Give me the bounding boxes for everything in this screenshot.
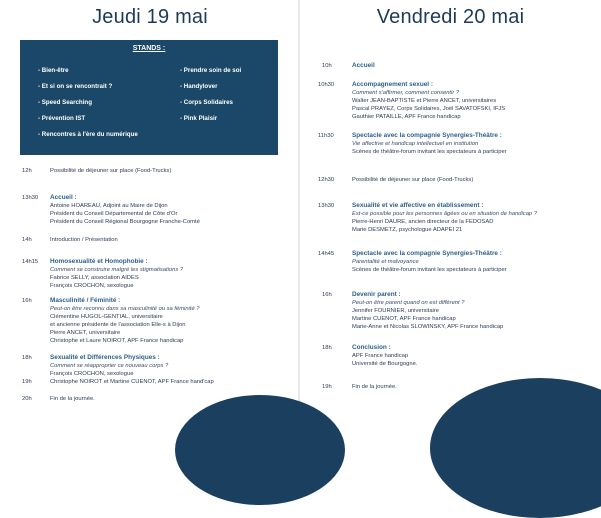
decorative-wave [430, 378, 601, 518]
stand-item: - Rencontres à l'ère du numérique [38, 131, 138, 138]
session-title: Spectacle avec la compagnie Synergies-Théâtre : [352, 250, 502, 257]
schedule-time: 13h30 [318, 203, 335, 209]
schedule-time: 18h [322, 345, 332, 351]
day-title: Vendredi 20 mai [376, 6, 525, 28]
stand-item: - Speed Searching [38, 99, 92, 106]
schedule-line: Gauthier PATAILLE, APF France handicap [352, 114, 461, 120]
schedule-line: Scènes de théâtre-forum invitant les spectateurs à participer [352, 149, 507, 155]
stand-item: - Pink Plaisir [180, 115, 218, 122]
schedule-line: Président du Conseil Départemental de Côte d'Or [50, 211, 178, 217]
session-title: Masculinité / Féminité : [50, 297, 121, 304]
schedule-line: Fin de la journée. [352, 384, 397, 390]
schedule-time: 12h [22, 168, 32, 174]
day-column-friday [300, 0, 601, 427]
schedule-line: Pierre-Henri DAURE, ancien directeur de la FEDOSAD [352, 219, 494, 225]
schedule-time: 19h [22, 379, 32, 385]
schedule-time: 16h [22, 298, 32, 304]
session-subtitle: Comment se réapproprier ce nouveau corps ? [50, 363, 169, 369]
session-subtitle: Vie affective et handicap intellectuel en institution [352, 141, 479, 147]
schedule-time: 14h45 [318, 251, 335, 257]
session-title: Sexualité et Différences Physiques : [50, 354, 160, 361]
schedule-line: Président du Conseil Régional Bourgogne Franche-Comté [50, 219, 200, 225]
schedule-line: Fabrice SELLY, association AIDES [50, 275, 139, 281]
schedule-time: 12h30 [318, 177, 335, 183]
schedule-line: Université de Bourgogne. [352, 361, 418, 367]
session-title: Accueil : [50, 194, 77, 201]
schedule-time: 14h15 [22, 259, 39, 265]
stand-item: - Et si on se rencontrait ? [38, 83, 113, 90]
schedule-line: François CROCHON, sexologue [50, 371, 134, 377]
session-title: Spectacle avec la compagnie Synergies-Théâtre : [352, 132, 502, 139]
schedule-time: 10h30 [318, 82, 335, 88]
stand-item: - Handylover [180, 83, 218, 90]
day-column-thursday [0, 0, 300, 427]
session-subtitle: Peut-on être reconnu dans sa masculinité ou sa féminité ? [50, 306, 200, 312]
session-title: Devenir parent : [352, 291, 401, 298]
schedule-line: Possibilité de déjeuner sur place (Food-Trucks) [50, 168, 172, 174]
schedule-line: Clémentine HUGOL-GENTIAL, universitaire [50, 314, 163, 320]
day-title: Jeudi 19 mai [92, 6, 208, 28]
session-title: Accompagnement sexuel : [352, 81, 433, 88]
schedule-line: Christophe NOIROT et Martine CUENOT, APF France hand'cap [50, 379, 214, 385]
schedule-line: Possibilité de déjeuner sur place (Food-Trucks) [352, 177, 474, 183]
stand-item: - Bien-être [38, 67, 69, 74]
schedule-line: APF France handicap [352, 353, 409, 359]
schedule-line: Marie DESMETZ, psychologue ADAPEI 21 [352, 227, 463, 233]
schedule-line: François CROCHON, sexologue [50, 283, 134, 289]
schedule-line: Marie-Anne et Nicolas SLOWINSKY, APF France handicap [352, 324, 504, 330]
schedule-time: 13h30 [22, 195, 39, 201]
session-subtitle: Est-ce possible pour les personnes âgées ou en situation de handicap ? [352, 211, 537, 217]
stand-item: - Corps Solidaires [180, 99, 233, 106]
schedule-time: 20h [22, 396, 32, 402]
schedule-line: Martine CUENOT, APF France handicap [352, 316, 456, 322]
session-title: Sexualité et vie affective en établissement : [352, 202, 484, 209]
stand-item: - Prendre soin de soi [180, 67, 242, 74]
session-title: Conclusion : [352, 344, 391, 351]
stand-item: - Prévention IST [38, 115, 86, 122]
session-subtitle: Comment s'affirmer, comment consentir ? [352, 90, 460, 96]
session-subtitle: Comment se construire malgré les stigmatisations ? [50, 267, 184, 273]
schedule-line: Pierre ANCET, universitaire [50, 330, 121, 336]
stands-title: STANDS : [132, 45, 166, 52]
schedule-time: 19h [322, 384, 332, 390]
session-title: Accueil [352, 62, 375, 69]
schedule-line: Antoine HOAREAU, Adjoint au Maire de Dijon [50, 203, 168, 209]
schedule-time: 14h [22, 237, 32, 243]
schedule-line: Walter JEAN-BAPTISTE et Pierre ANCET, universitaires [352, 98, 497, 104]
schedule-line: Introduction / Présentation [50, 237, 118, 243]
schedule-line: Scènes de théâtre-forum invitant les spectateurs à participer [352, 267, 507, 273]
stands-box [20, 40, 278, 155]
schedule-time: 10h [322, 63, 332, 69]
schedule-line: Jennifer FOURNIER, universitaire [352, 308, 439, 314]
schedule-time: 11h30 [318, 133, 334, 139]
session-subtitle: Peut-on être parent quand on est différent ? [352, 300, 465, 306]
schedule-line: Christophe et Laure NOIROT, APF France handicap [50, 338, 184, 344]
schedule-time: 18h [22, 355, 32, 361]
schedule-line: et ancienne présidente de l'association Elle-s à Dijon [50, 322, 186, 328]
schedule-line: Pascal PRAYEZ, Corps Solidaires, Joël SAVATOFSKI, IFJS [352, 106, 506, 112]
schedule-line: Fin de la journée. [50, 396, 95, 402]
session-title: Homosexualité et Homophobie : [50, 258, 148, 265]
schedule-time: 16h [322, 292, 332, 298]
session-subtitle: Parentalité et malvoyance [352, 259, 419, 265]
